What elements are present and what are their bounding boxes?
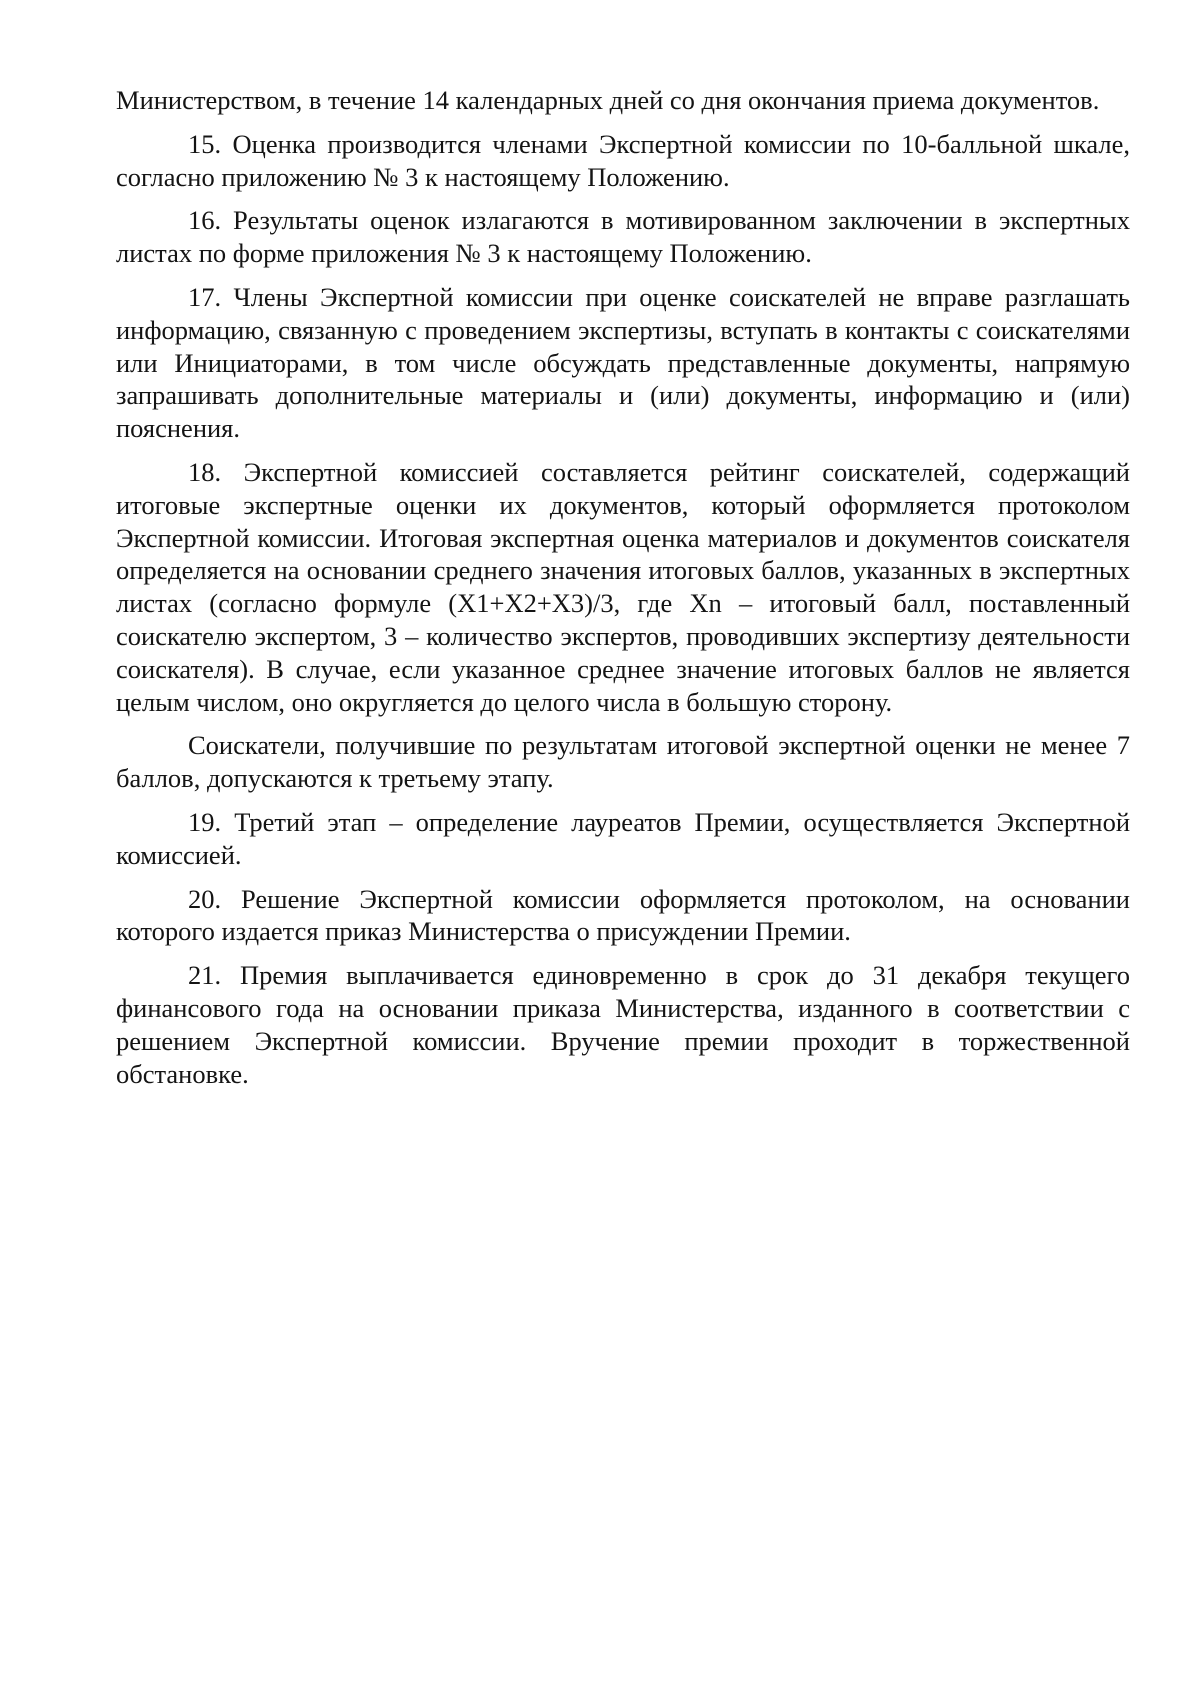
- paragraph-18: 18. Экспертной комиссией составляется рейтинг соискателей, содержащий итоговые экспертные оценки их документов, который оформляется протоколом Экспертной комиссии. Итоговая экспертная оценка материалов и документов соискателя определяется на основании среднего значения итоговых баллов, указанных в экспертных листах (согласно формуле (Х1+Х2+Х3)/3, где Хn – итоговый балл, поставленный соискателю экспертом, 3 – количество экспертов, проводивших экспертизу деятельности соискателя). В случае, если указанное среднее значение итоговых баллов не является целым числом, оно округляется до целого числа в большую сторону.: [116, 456, 1130, 717]
- paragraph-19: 19. Третий этап – определение лауреатов Премии, осуществляется Экспертной комиссией.: [116, 806, 1130, 870]
- paragraph-15: 15. Оценка производится членами Экспертной комиссии по 10-балльной шкале, согласно приложению № 3 к настоящему Положению.: [116, 128, 1130, 192]
- paragraph-continuation: Министерством, в течение 14 календарных дней со дня окончания приема документов.: [116, 85, 1100, 115]
- paragraph-21: 21. Премия выплачивается единовременно в срок до 31 декабря текущего финансового года на основании приказа Министерства, изданного в соответствии с решением Экспертной комиссии. Вручение премии проходит в торжественной обстановке.: [116, 960, 1130, 1089]
- paragraph-20: 20. Решение Экспертной комиссии оформляется протоколом, на основании которого издается приказ Министерства о присуждении Премии.: [116, 883, 1130, 947]
- paragraph-18-admission: Соискатели, получившие по результатам итоговой экспертной оценки не менее 7 баллов, допускаются к третьему этапу.: [116, 730, 1130, 794]
- paragraph-17: 17. Члены Экспертной комиссии при оценке соискателей не вправе разглашать информацию, связанную с проведением экспертизы, вступать в контакты с соискателями или Инициаторами, в том числе обсуждать представленные документы, напрямую запрашивать дополнительные материалы и (или) документы, информацию и (или) пояснения.: [116, 281, 1130, 444]
- document-body: [116, 84, 1130, 1101]
- paragraph-16: 16. Результаты оценок излагаются в мотивированном заключении в экспертных листах по форме приложения № 3 к настоящему Положению.: [116, 205, 1130, 269]
